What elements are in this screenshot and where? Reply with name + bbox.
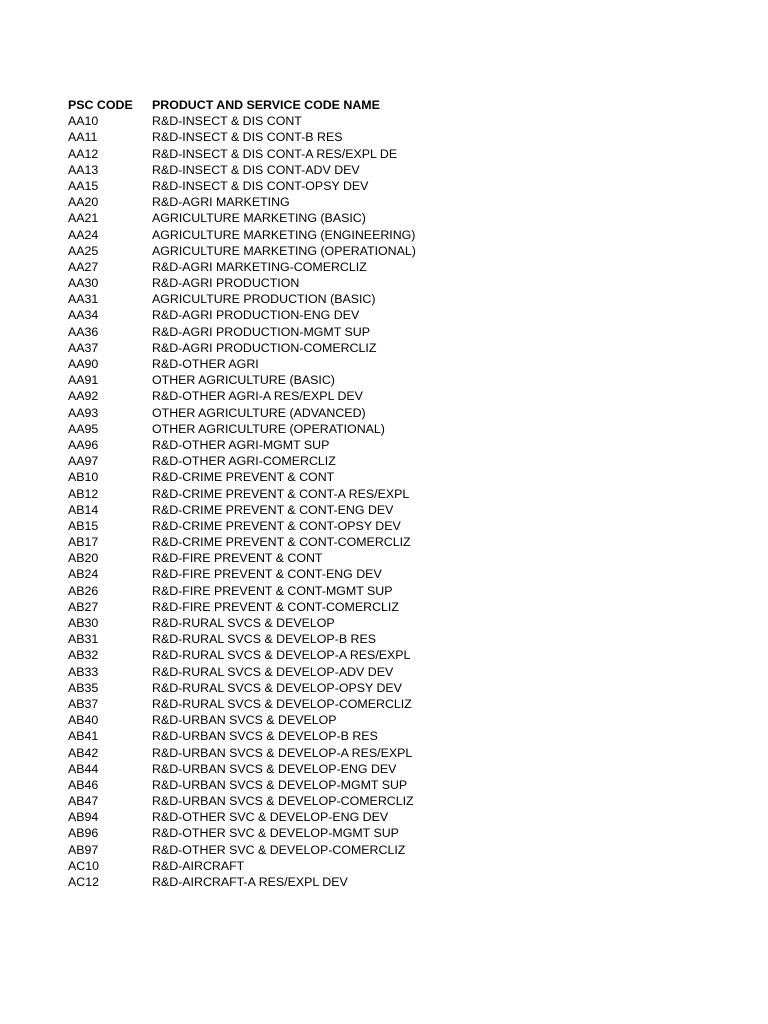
- psc-code-cell: AB26: [68, 583, 99, 598]
- service-name-cell: R&D-URBAN SVCS & DEVELOP-ENG DEV: [152, 761, 397, 776]
- service-name-cell: R&D-OTHER AGRI-COMERCLIZ: [152, 454, 336, 469]
- service-name-cell: R&D-URBAN SVCS & DEVELOP-COMERCLIZ: [152, 794, 414, 809]
- table-row: [68, 227, 748, 243]
- service-name-cell: R&D-RURAL SVCS & DEVELOP-A RES/EXPL: [152, 648, 411, 663]
- table-body: [68, 113, 748, 890]
- psc-code-column-header: PSC CODE: [68, 98, 133, 112]
- psc-code-cell: AA97: [68, 454, 99, 469]
- service-name-cell: R&D-CRIME PREVENT & CONT: [152, 470, 335, 485]
- table-row: [68, 825, 748, 841]
- table-row: [68, 550, 748, 566]
- psc-code-cell: AB44: [68, 761, 99, 776]
- service-name-cell: R&D-OTHER SVC & DEVELOP-ENG DEV: [152, 810, 389, 825]
- service-name-cell: R&D-INSECT & DIS CONT-A RES/EXPL DE: [152, 146, 398, 161]
- table-row: [68, 793, 748, 809]
- table-row: [68, 307, 748, 323]
- psc-code-cell: AB97: [68, 842, 99, 857]
- psc-code-cell: AB37: [68, 696, 99, 711]
- service-name-cell: R&D-FIRE PREVENT & CONT: [152, 551, 323, 566]
- psc-code-cell: AA93: [68, 405, 99, 420]
- service-name-cell: R&D-RURAL SVCS & DEVELOP-ADV DEV: [152, 664, 394, 679]
- psc-code-cell: AA20: [68, 195, 99, 210]
- table-row: [68, 728, 748, 744]
- service-name-cell: R&D-FIRE PREVENT & CONT-MGMT SUP: [152, 583, 393, 598]
- psc-code-cell: AA12: [68, 146, 99, 161]
- table-row: [68, 372, 748, 388]
- table-row: [68, 647, 748, 663]
- table-row: [68, 745, 748, 761]
- table-row: [68, 599, 748, 615]
- table-row: [68, 405, 748, 421]
- table-row: [68, 162, 748, 178]
- service-name-cell: OTHER AGRICULTURE (OPERATIONAL): [152, 421, 385, 436]
- service-name-cell: R&D-URBAN SVCS & DEVELOP-B RES: [152, 729, 378, 744]
- service-name-cell: R&D-RURAL SVCS & DEVELOP-OPSY DEV: [152, 680, 402, 695]
- service-name-cell: R&D-FIRE PREVENT & CONT-ENG DEV: [152, 567, 382, 582]
- psc-code-cell: AB42: [68, 745, 99, 760]
- table-row: [68, 583, 748, 599]
- table-row: [68, 534, 748, 550]
- table-row: [68, 437, 748, 453]
- service-name-cell: R&D-URBAN SVCS & DEVELOP-MGMT SUP: [152, 777, 408, 792]
- table-header-row: [68, 97, 748, 113]
- psc-code-cell: AA37: [68, 340, 99, 355]
- table-row: [68, 842, 748, 858]
- table-row: [68, 178, 748, 194]
- table-row: [68, 210, 748, 226]
- psc-code-cell: AC12: [68, 875, 99, 889]
- table-row: [68, 777, 748, 793]
- table-row: [68, 566, 748, 582]
- psc-code-cell: AA36: [68, 324, 99, 339]
- service-name-column-header: PRODUCT AND SERVICE CODE NAME: [152, 98, 380, 112]
- service-name-cell: R&D-OTHER SVC & DEVELOP-MGMT SUP: [152, 826, 399, 841]
- table-row: [68, 664, 748, 680]
- psc-code-cell: AB32: [68, 648, 99, 663]
- table-row: [68, 421, 748, 437]
- table-row: [68, 696, 748, 712]
- service-name-cell: OTHER AGRICULTURE (BASIC): [152, 373, 335, 388]
- psc-code-cell: AB40: [68, 713, 99, 728]
- table-row: [68, 194, 748, 210]
- psc-code-cell: AA25: [68, 243, 99, 258]
- psc-code-cell: AA24: [68, 227, 99, 242]
- table-row: [68, 275, 748, 291]
- table-row: [68, 631, 748, 647]
- service-name-cell: R&D-FIRE PREVENT & CONT-COMERCLIZ: [152, 599, 399, 614]
- psc-code-cell: AC10: [68, 858, 99, 873]
- table-row: [68, 291, 748, 307]
- service-name-cell: R&D-URBAN SVCS & DEVELOP: [152, 713, 337, 728]
- table-row: [68, 502, 748, 518]
- psc-code-cell: AB33: [68, 664, 99, 679]
- service-name-cell: R&D-CRIME PREVENT & CONT-COMERCLIZ: [152, 535, 411, 550]
- table-row: [68, 340, 748, 356]
- service-name-cell: AGRICULTURE MARKETING (OPERATIONAL): [152, 243, 416, 258]
- psc-code-cell: AA95: [68, 421, 99, 436]
- service-name-cell: OTHER AGRICULTURE (ADVANCED): [152, 405, 366, 420]
- psc-code-cell: AB30: [68, 616, 99, 630]
- service-name-cell: R&D-CRIME PREVENT & CONT-A RES/EXPL: [152, 486, 410, 501]
- service-name-cell: R&D-OTHER AGRI-MGMT SUP: [152, 437, 330, 452]
- service-name-cell: R&D-RURAL SVCS & DEVELOP-COMERCLIZ: [152, 696, 412, 711]
- table-row: [68, 243, 748, 259]
- service-name-cell: AGRICULTURE MARKETING (ENGINEERING): [152, 227, 416, 242]
- service-name-cell: R&D-INSECT & DIS CONT: [152, 114, 302, 129]
- service-name-cell: R&D-AIRCRAFT-A RES/EXPL DEV: [152, 875, 348, 889]
- psc-code-cell: AB47: [68, 794, 99, 809]
- service-name-cell: R&D-OTHER SVC & DEVELOP-COMERCLIZ: [152, 842, 406, 857]
- psc-code-cell: AB94: [68, 810, 99, 825]
- service-name-cell: R&D-OTHER AGRI: [152, 357, 259, 371]
- table-row: [68, 356, 748, 372]
- service-name-cell: R&D-RURAL SVCS & DEVELOP-B RES: [152, 632, 377, 647]
- service-name-cell: R&D-URBAN SVCS & DEVELOP-A RES/EXPL: [152, 745, 413, 760]
- psc-code-cell: AA21: [68, 211, 99, 226]
- service-name-cell: R&D-AIRCRAFT: [152, 858, 245, 873]
- psc-code-cell: AA27: [68, 259, 99, 274]
- table-row: [68, 486, 748, 502]
- psc-code-cell: AB17: [68, 535, 99, 550]
- psc-code-cell: AA91: [68, 373, 99, 388]
- table-row: [68, 146, 748, 162]
- service-name-cell: R&D-AGRI PRODUCTION-ENG DEV: [152, 308, 360, 323]
- psc-code-cell: AB41: [68, 729, 99, 744]
- service-name-cell: R&D-OTHER AGRI-A RES/EXPL DEV: [152, 389, 363, 404]
- service-name-cell: R&D-AGRI PRODUCTION: [152, 276, 300, 291]
- psc-code-cell: AB15: [68, 518, 99, 533]
- service-name-cell: R&D-INSECT & DIS CONT-B RES: [152, 130, 343, 145]
- psc-code-cell: AB35: [68, 680, 99, 695]
- service-name-cell: AGRICULTURE PRODUCTION (BASIC): [152, 292, 376, 307]
- table-row: [68, 680, 748, 696]
- service-name-cell: R&D-CRIME PREVENT & CONT-ENG DEV: [152, 502, 394, 517]
- table-row: [68, 324, 748, 340]
- service-name-cell: R&D-AGRI MARKETING: [152, 195, 290, 210]
- psc-code-cell: AA92: [68, 389, 99, 404]
- table-row: [68, 874, 748, 890]
- psc-code-cell: AB31: [68, 632, 99, 647]
- psc-code-cell: AA30: [68, 276, 99, 291]
- psc-code-cell: AA10: [68, 114, 99, 129]
- table-row: [68, 129, 748, 145]
- psc-code-cell: AB20: [68, 551, 99, 566]
- psc-code-cell: AB14: [68, 502, 99, 517]
- psc-code-cell: AB24: [68, 567, 99, 582]
- psc-code-cell: AB12: [68, 486, 99, 501]
- psc-code-cell: AA13: [68, 162, 99, 177]
- psc-code-table: [68, 97, 748, 890]
- table-row: [68, 388, 748, 404]
- table-row: [68, 712, 748, 728]
- psc-code-cell: AA15: [68, 178, 99, 193]
- service-name-cell: AGRICULTURE MARKETING (BASIC): [152, 211, 366, 226]
- table-row: [68, 113, 748, 129]
- service-name-cell: R&D-AGRI MARKETING-COMERCLIZ: [152, 259, 367, 274]
- psc-code-cell: AA34: [68, 308, 99, 323]
- table-row: [68, 259, 748, 275]
- psc-code-cell: AB96: [68, 826, 99, 841]
- service-name-cell: R&D-CRIME PREVENT & CONT-OPSY DEV: [152, 518, 401, 533]
- table-row: [68, 469, 748, 485]
- table-row: [68, 809, 748, 825]
- table-row: [68, 453, 748, 469]
- service-name-cell: R&D-INSECT & DIS CONT-ADV DEV: [152, 162, 360, 177]
- table-row: [68, 615, 748, 631]
- service-name-cell: R&D-RURAL SVCS & DEVELOP: [152, 616, 335, 630]
- psc-code-cell: AA90: [68, 357, 99, 371]
- service-name-cell: R&D-AGRI PRODUCTION-MGMT SUP: [152, 324, 370, 339]
- psc-code-cell: AA11: [68, 130, 98, 145]
- service-name-cell: R&D-AGRI PRODUCTION-COMERCLIZ: [152, 340, 377, 355]
- table-row: [68, 518, 748, 534]
- table-row: [68, 761, 748, 777]
- psc-code-cell: AA31: [68, 292, 99, 307]
- psc-code-cell: AB27: [68, 599, 99, 614]
- service-name-cell: R&D-INSECT & DIS CONT-OPSY DEV: [152, 178, 369, 193]
- psc-code-cell: AB10: [68, 470, 99, 485]
- psc-code-cell: AB46: [68, 777, 99, 792]
- psc-code-cell: AA96: [68, 437, 99, 452]
- table-row: [68, 858, 748, 874]
